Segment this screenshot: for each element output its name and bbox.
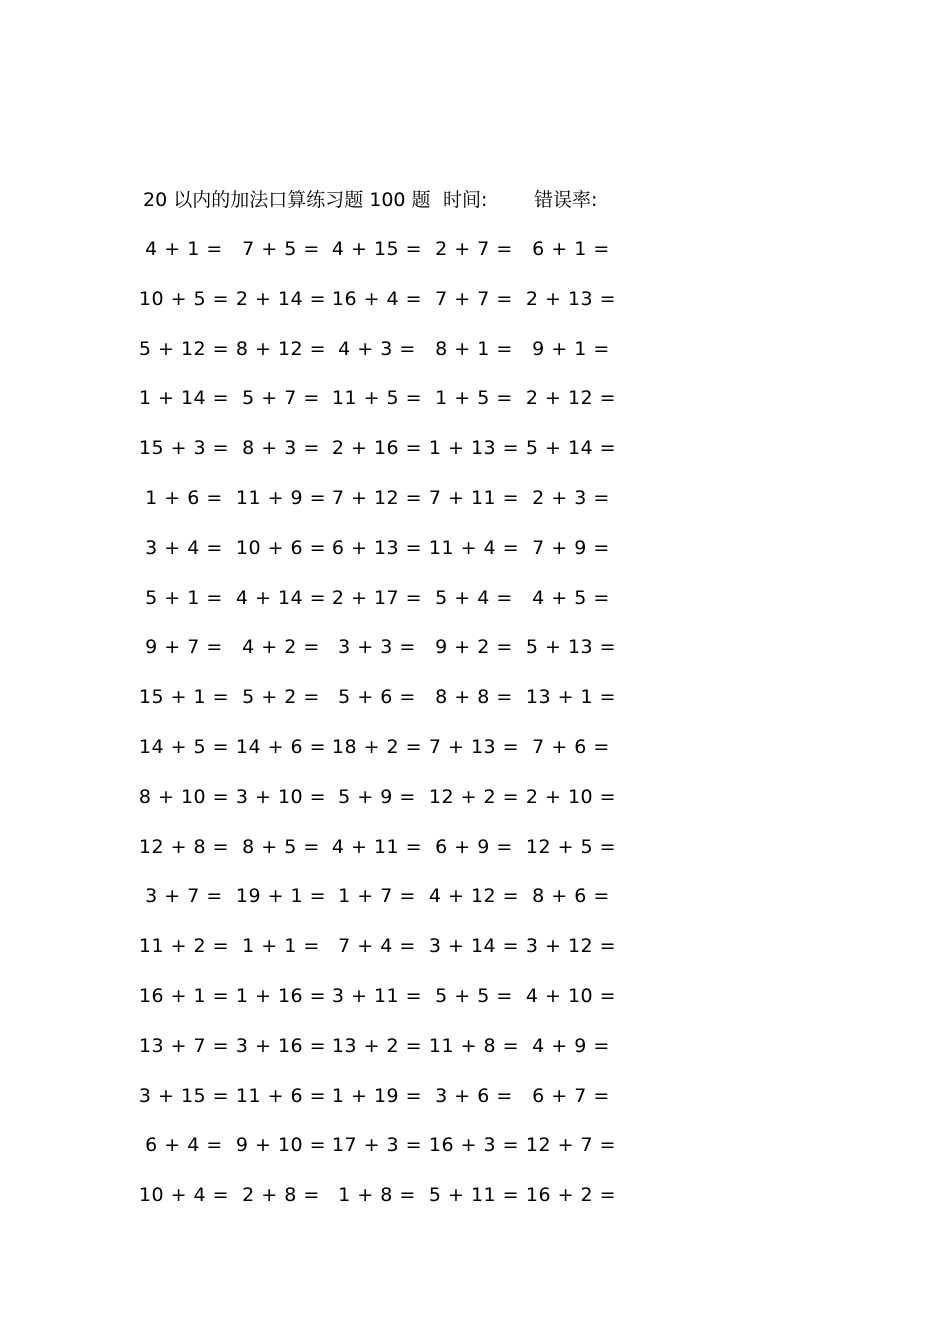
worksheet-title: 20 以内的加法口算练习题 100 题	[143, 189, 431, 211]
addition-problem: 4 + 1 =	[145, 238, 223, 260]
addition-problem: 13 + 2 =	[331, 1034, 423, 1057]
addition-problem: 2 + 12 =	[525, 387, 617, 410]
addition-problem: 14 + 6 =	[235, 736, 327, 758]
addition-problem: 1 + 6 =	[145, 487, 223, 509]
addition-problem: 9 + 7 =	[145, 636, 223, 659]
addition-problem: 5 + 13 =	[525, 636, 617, 659]
addition-problem: 4 + 12 =	[428, 885, 520, 908]
addition-problem: 2 + 14 =	[235, 287, 327, 310]
addition-problem: 7 + 6 =	[532, 736, 610, 758]
addition-problem: 4 + 15 =	[331, 238, 423, 260]
addition-problem: 6 + 13 =	[331, 536, 423, 559]
addition-problem: 13 + 7 =	[138, 1034, 230, 1057]
addition-problem: 7 + 9 =	[532, 536, 610, 559]
addition-problem: 16 + 3 =	[428, 1134, 520, 1157]
addition-problem: 2 + 16 =	[331, 437, 423, 460]
addition-problem: 8 + 1 =	[435, 337, 513, 360]
addition-problem: 7 + 13 =	[428, 736, 520, 758]
addition-problem: 2 + 3 =	[532, 487, 610, 509]
addition-problem: 8 + 3 =	[242, 437, 320, 460]
addition-problem: 3 + 6 =	[435, 1084, 513, 1107]
addition-problem: 4 + 5 =	[532, 586, 610, 609]
addition-problem: 10 + 6 =	[235, 536, 327, 559]
addition-problem: 11 + 2 =	[138, 935, 230, 958]
addition-problem: 3 + 4 =	[145, 536, 223, 559]
addition-problem: 1 + 1 =	[242, 935, 320, 958]
addition-problem: 19 + 1 =	[235, 885, 327, 908]
addition-problem: 7 + 5 =	[242, 238, 320, 260]
addition-problem: 8 + 8 =	[435, 686, 513, 709]
addition-problem: 4 + 10 =	[525, 985, 617, 1007]
addition-problem: 3 + 10 =	[235, 785, 327, 808]
addition-problem: 5 + 12 =	[138, 337, 230, 360]
addition-problem: 3 + 12 =	[525, 935, 617, 958]
addition-problem: 6 + 4 =	[145, 1134, 223, 1157]
addition-problem: 5 + 2 =	[242, 686, 320, 709]
addition-problem: 7 + 7 =	[435, 287, 513, 310]
addition-problem: 15 + 3 =	[138, 437, 230, 460]
addition-problem: 15 + 1 =	[138, 686, 230, 709]
addition-problem: 5 + 14 =	[525, 437, 617, 460]
addition-problem: 3 + 15 =	[138, 1084, 230, 1107]
addition-problem: 2 + 10 =	[525, 785, 617, 808]
addition-problem: 5 + 7 =	[242, 387, 320, 410]
addition-problem: 4 + 11 =	[331, 835, 423, 858]
addition-problem: 10 + 4 =	[138, 1184, 230, 1207]
addition-problem: 4 + 9 =	[532, 1034, 610, 1057]
addition-problem: 1 + 16 =	[235, 985, 327, 1007]
addition-problem: 3 + 3 =	[338, 636, 416, 659]
addition-problem: 11 + 4 =	[428, 536, 520, 559]
addition-problem: 8 + 5 =	[242, 835, 320, 858]
addition-problem: 1 + 7 =	[338, 885, 416, 908]
addition-problem: 10 + 5 =	[138, 287, 230, 310]
addition-problem: 5 + 9 =	[338, 785, 416, 808]
addition-problem: 5 + 4 =	[435, 586, 513, 609]
addition-problem: 2 + 8 =	[242, 1184, 320, 1207]
addition-problem: 1 + 8 =	[338, 1184, 416, 1207]
addition-problem: 12 + 7 =	[525, 1134, 617, 1157]
addition-problem: 14 + 5 =	[138, 736, 230, 758]
addition-problem: 12 + 2 =	[428, 785, 520, 808]
addition-problem: 1 + 13 =	[428, 437, 520, 460]
error-rate-label: 错误率:	[534, 189, 598, 211]
addition-problem: 1 + 14 =	[138, 387, 230, 410]
addition-problem: 12 + 8 =	[138, 835, 230, 858]
addition-problem: 6 + 9 =	[435, 835, 513, 858]
addition-problem: 11 + 8 =	[428, 1034, 520, 1057]
addition-problem: 9 + 2 =	[435, 636, 513, 659]
addition-problem: 16 + 1 =	[138, 985, 230, 1007]
addition-problem: 7 + 4 =	[338, 935, 416, 958]
addition-problem: 8 + 6 =	[532, 885, 610, 908]
addition-problem: 5 + 6 =	[338, 686, 416, 709]
addition-problem: 5 + 5 =	[435, 985, 513, 1007]
addition-problem: 13 + 1 =	[525, 686, 617, 709]
addition-problem: 3 + 14 =	[428, 935, 520, 958]
addition-problem: 3 + 11 =	[331, 985, 423, 1007]
addition-problem: 9 + 10 =	[235, 1134, 327, 1157]
addition-problem: 12 + 5 =	[525, 835, 617, 858]
addition-problem: 4 + 14 =	[235, 586, 327, 609]
addition-problem: 16 + 2 =	[525, 1184, 617, 1207]
addition-problem: 18 + 2 =	[331, 736, 423, 758]
addition-problem: 6 + 1 =	[532, 238, 610, 260]
addition-problem: 1 + 5 =	[435, 387, 513, 410]
addition-problem: 8 + 12 =	[235, 337, 327, 360]
time-label: 时间:	[443, 189, 488, 211]
addition-problem: 9 + 1 =	[532, 337, 610, 360]
addition-problem: 6 + 7 =	[532, 1084, 610, 1107]
addition-problem: 4 + 3 =	[338, 337, 416, 360]
addition-problem: 1 + 19 =	[331, 1084, 423, 1107]
addition-problem: 17 + 3 =	[331, 1134, 423, 1157]
addition-problem: 7 + 12 =	[331, 487, 423, 509]
addition-problem: 2 + 13 =	[525, 287, 617, 310]
addition-problem: 11 + 5 =	[331, 387, 423, 410]
addition-problem: 7 + 11 =	[428, 487, 520, 509]
addition-problem: 3 + 7 =	[145, 885, 223, 908]
addition-problem: 3 + 16 =	[235, 1034, 327, 1057]
addition-problem: 8 + 10 =	[138, 785, 230, 808]
addition-problem: 5 + 11 =	[428, 1184, 520, 1207]
addition-problem: 2 + 7 =	[435, 238, 513, 260]
addition-problem: 4 + 2 =	[242, 636, 320, 659]
addition-problem: 11 + 6 =	[235, 1084, 327, 1107]
addition-problem: 16 + 4 =	[331, 287, 423, 310]
addition-problem: 2 + 17 =	[331, 586, 423, 609]
addition-problem: 5 + 1 =	[145, 586, 223, 609]
addition-problem: 11 + 9 =	[235, 487, 327, 509]
